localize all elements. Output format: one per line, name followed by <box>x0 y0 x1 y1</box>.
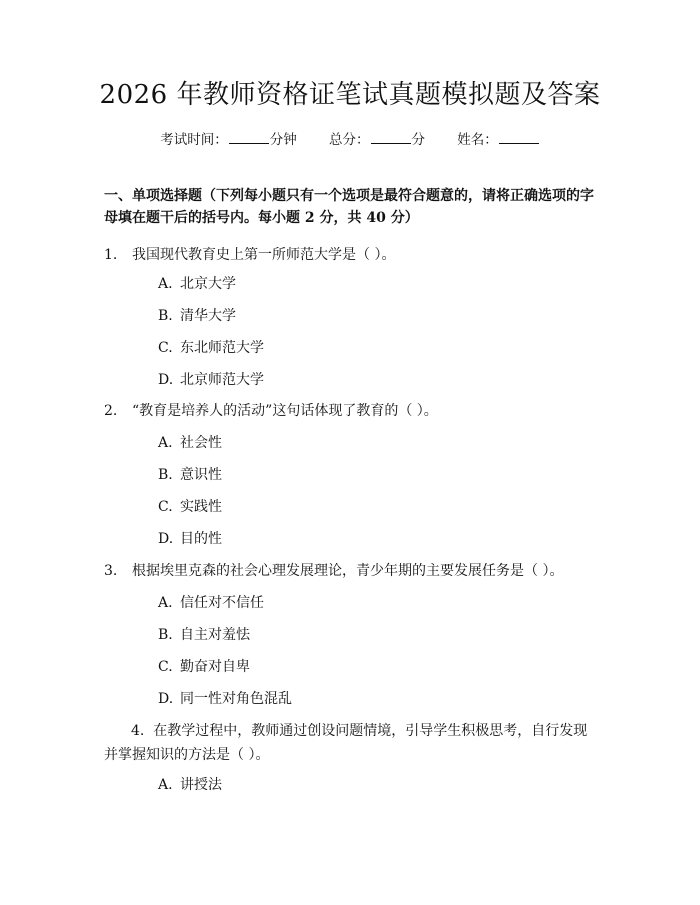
name-blank[interactable] <box>499 131 539 144</box>
option-text: 讲授法 <box>180 777 222 793</box>
question-number: 1. <box>104 247 118 263</box>
option-letter: B. <box>158 627 173 643</box>
question-text: “教育是培养人的活动”这句话体现了教育的（ ）。 <box>132 403 438 419</box>
section-heading: 一、单项选择题（下列每小题只有一个选项是最符合题意的，请将正确选项的字母填在题干后的括号内。每小题 2 分，共 40 分） <box>104 188 594 226</box>
option-text: 东北师范大学 <box>180 340 264 356</box>
option-4a[interactable] <box>158 774 578 796</box>
option-3c[interactable] <box>158 656 578 678</box>
option-2d[interactable] <box>158 528 578 550</box>
time-blank[interactable] <box>229 131 269 144</box>
question-text: 在教学过程中，教师通过创设问题情境，引导学生积极思考，自行发现并掌握知识的方法是（ ）。 <box>104 723 588 763</box>
option-letter: C. <box>158 340 173 356</box>
option-text: 北京大学 <box>180 276 236 292</box>
total-score <box>329 130 425 150</box>
question-3 <box>104 559 599 583</box>
option-2b[interactable] <box>158 464 578 486</box>
question-number: 3. <box>104 563 118 579</box>
option-letter: B. <box>158 308 173 324</box>
option-text: 同一性对角色混乱 <box>180 691 292 707</box>
option-1b[interactable] <box>158 305 578 327</box>
option-3b[interactable] <box>158 624 578 646</box>
question-4 <box>104 719 599 767</box>
score-label: 总分： <box>329 132 370 148</box>
option-text: 目的性 <box>180 531 222 547</box>
option-3a[interactable] <box>158 592 578 614</box>
option-letter: A. <box>158 276 173 292</box>
option-letter: B. <box>158 467 173 483</box>
page-title: 2026 年教师资格证笔试真题模拟题及答案 <box>99 80 601 110</box>
option-1d[interactable] <box>158 369 578 391</box>
time-label: 考试时间： <box>160 132 228 148</box>
question-number: 2. <box>104 403 118 419</box>
name-label: 姓名： <box>457 132 498 148</box>
student-name <box>457 130 540 150</box>
question-text: 我国现代教育史上第一所师范大学是（ ）。 <box>132 247 396 263</box>
option-2a[interactable] <box>158 432 578 454</box>
option-1c[interactable] <box>158 337 578 359</box>
question-1 <box>104 243 599 267</box>
option-text: 信任对不信任 <box>180 595 264 611</box>
option-letter: C. <box>158 659 173 675</box>
option-text: 实践性 <box>180 499 222 515</box>
score-blank[interactable] <box>371 131 411 144</box>
option-letter: D. <box>158 531 174 547</box>
option-3d[interactable] <box>158 688 578 710</box>
question-number: 4. <box>131 723 145 739</box>
option-text: 北京师范大学 <box>180 372 264 388</box>
time-unit: 分钟 <box>269 132 297 148</box>
option-letter: A. <box>158 435 173 451</box>
exam-meta <box>0 130 700 150</box>
option-text: 清华大学 <box>180 308 236 324</box>
option-letter: D. <box>158 691 174 707</box>
option-1a[interactable] <box>158 273 578 295</box>
option-letter: C. <box>158 499 173 515</box>
question-text: 根据埃里克森的社会心理发展理论，青少年期的主要发展任务是（ ）。 <box>132 563 564 579</box>
option-letter: A. <box>158 595 173 611</box>
exam-time <box>160 130 297 150</box>
question-2 <box>104 399 599 423</box>
option-text: 意识性 <box>180 467 222 483</box>
option-letter: A. <box>158 777 173 793</box>
option-text: 自主对羞怯 <box>180 627 250 643</box>
score-unit: 分 <box>411 132 425 148</box>
option-letter: D. <box>158 372 174 388</box>
option-text: 社会性 <box>180 435 222 451</box>
option-2c[interactable] <box>158 496 578 518</box>
option-text: 勤奋对自卑 <box>180 659 250 675</box>
